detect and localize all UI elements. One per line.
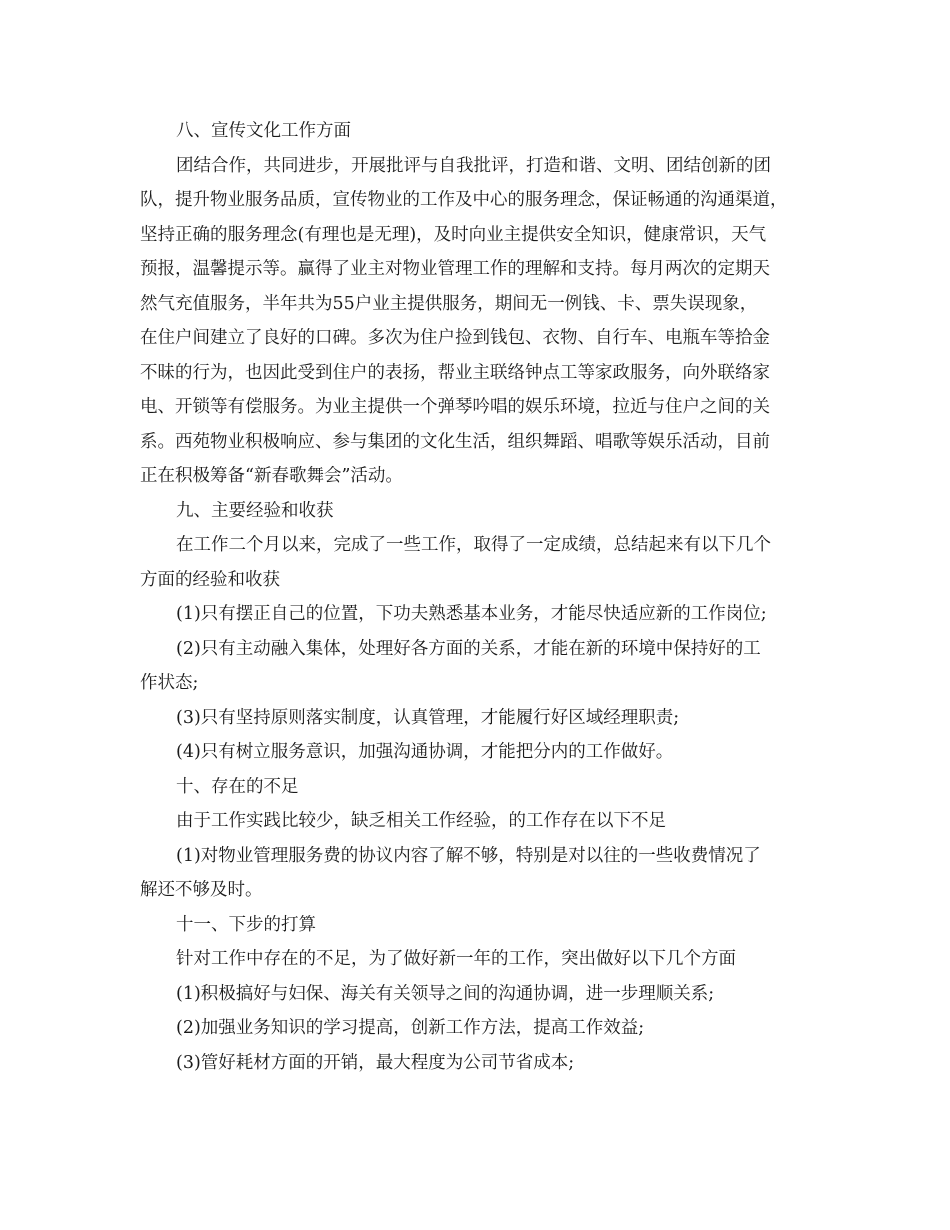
paragraph-line: 预报，温馨提示等。赢得了业主对物业管理工作的理解和支持。每月两次的定期天 — [140, 259, 770, 279]
section-heading: 十一、下步的打算 — [176, 914, 316, 935]
list-item: (1)积极搞好与妇保、海关有关领导之间的沟通协调，进一步理顺关系; — [176, 983, 715, 1004]
list-item-continuation: 解还不够及时。 — [140, 880, 263, 900]
section-heading: 九、主要经验和收获 — [176, 500, 334, 521]
list-item: (1)只有摆正自己的位置，下功夫熟悉基本业务，才能尽快适应新的工作岗位; — [176, 604, 767, 624]
paragraph-line: 团结合作，共同进步，开展批评与自我批评，打造和谐、文明、团结创新的团 — [176, 155, 771, 176]
paragraph-line: 由于工作实践比较少，缺乏相关工作经验，的工作存在以下不足 — [176, 811, 666, 831]
paragraph-line: 电、开锁等有偿服务。为业主提供一个弹琴吟唱的娱乐环境，拉近与住户之间的关 — [140, 397, 770, 417]
paragraph-line: 然气充值服务，半年共为55户业主提供服务，期间无一例钱、卡、票失误现象， — [140, 293, 758, 314]
list-item: (2)加强业务知识的学习提高，创新工作方法，提高工作效益; — [176, 1018, 645, 1038]
paragraph-line: 在住户间建立了良好的口碑。多次为住户捡到钱包、衣物、自行车、电瓶车等拾金 — [140, 328, 770, 348]
list-item: (3)管好耗材方面的开销，最大程度为公司节省成本; — [176, 1052, 575, 1073]
list-item: (3)只有坚持原则落实制度，认真管理，才能履行好区域经理职责; — [176, 707, 680, 728]
list-item: (4)只有树立服务意识，加强沟通协调，才能把分内的工作做好。 — [176, 742, 674, 762]
paragraph-line: 正在积极筹备“新春歌舞会”活动。 — [140, 466, 403, 486]
section-heading: 十、存在的不足 — [176, 776, 299, 797]
list-item-continuation: 作状态; — [140, 673, 199, 693]
paragraph-line: 坚持正确的服务理念(有理也是无理)，及时向业主提供安全知识，健康常识，天气 — [140, 224, 767, 245]
list-item: (1)对物业管理服务费的协议内容了解不够，特别是对以往的一些收费情况了 — [176, 845, 761, 866]
list-item: (2)只有主动融入集体，处理好各方面的关系，才能在新的环境中保持好的工 — [176, 638, 761, 659]
paragraph-line: 队，提升物业服务品质，宣传物业的工作及中心的服务理念，保证畅通的沟通渠道， — [140, 190, 788, 210]
paragraph-line: 不昧的行为，也因此受到住户的表扬，帮业主联络钟点工等家政服务，向外联络家 — [140, 362, 770, 383]
paragraph-line: 在工作二个月以来，完成了一些工作，取得了一定成绩，总结起来有以下几个 — [176, 535, 771, 555]
paragraph-line: 系。西苑物业积极响应、参与集团的文化生活，组织舞蹈、唱歌等娱乐活动，目前 — [140, 431, 770, 452]
document-body — [140, 114, 830, 1080]
section-heading: 八、宣传文化工作方面 — [176, 121, 351, 141]
paragraph-line: 方面的经验和收获 — [140, 569, 280, 590]
paragraph-line: 针对工作中存在的不足，为了做好新一年的工作，突出做好以下几个方面 — [176, 949, 736, 969]
